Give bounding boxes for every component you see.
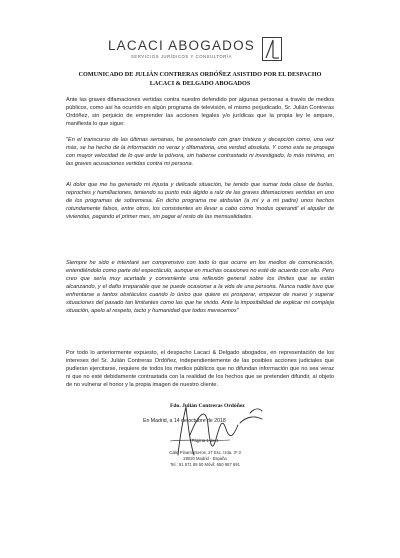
firm-name: LACACI ABOGADOS [107,38,256,53]
page-number: Página 1 de 1 [191,438,219,443]
address-line-1: Calle Pinamonteros, 27 Esc. Izda. 3º 3 [169,450,241,455]
closing-paragraph: Por todo lo anteriormente expuesto, el despacho Lacaci & Delgado abogados, en representación de los intereses del Sr. Julián Contreras Ordóñez, independientemente de las posibles acciones judiciales que pudieran ejercitarse, requiere de todos los medios públicos que no difundan información que no sea veraz ni que no esté debidamente contrastada con la realidad de los hechos que se pretenden difundir, al objeto de no vulnerar el honor y la propia imagen de nuestro cliente. [66,350,334,389]
signature-date: En Madrid, a 14 de octubre de 2018 [143,418,226,424]
quote-paragraph-2: Al dolor que me ha generado mi injusta y delicada situación, he tenido que sumar toda clase de burlas, reproches y humillaciones, teniendo su punto más álgido a raíz de las graves difamaciones vertidas en uno de los programas de sobremesa. En dicho programa me atribuían (a mí y a mi padre) unos hechos rotundamente falsos, entre otros, los consistentes en llevar a cabo como 'modus operandi' el alquiler de viviendas, pagando el primer mes, sin pagar el resto de las mensualidades. [66,182,334,221]
firm-address [150,450,260,469]
firm-logo [104,38,304,68]
signatory-name: Fdo. Julián Contreras Ordóñez [170,403,245,409]
quote-paragraph-3: Siempre he sido e intentaré ser comprensivo con todo lo que ocurre en los medios de comunicación, entendiéndolo como parte del espectáculo, aunque en muchas ocasiones no esté de acuerdo con ello. Pero creo que sería muy acertada y conveniente una reflexión general sobre los límites que se están alcanzando, y el daño irreparable que se puede ocasionar a la vida de una persona. Nunca nadie tuvo que enfrentarse a tantos obstáculos cuando lo único que quiere es prosperar, empezar de nuevo y superar situaciones del pasado tan limitantes como las que he vivido. Ante la imposibilidad de explicar mi compleja situación, apelo al respeto, tacto y humanidad que todos merecemos" [66,260,334,315]
phone-line: Tel.: 91 571 85 50 Móvil: 650 987 691 [170,462,240,468]
quote-paragraph-1: "En el transcurso de las últimas semanas, he presenciado con gran tristeza y decepción como, una vez más, se ha hecho de la información no veraz y difamatoria, una verdad absoluta. Y como esta se propaga con mayor velocidad de lo que arde la pólvora, sin haberse contrastado ni investigado, lo más mínimo, en las graves acusaciones vertidas contra mi persona. [66,137,334,168]
intro-paragraph: Ante las graves difamaciones vertidas contra nuestro defendido por algunas personas a través de medios públicos, como así ha ocurrido en algún programa de televisión, el mismo perjudicado, Sr. Julián Contreras Ordóñez, sin perjuicio de emprender las acciones legales y/o jurídicas que la propia ley le ampare, manifiesta lo que sigue: [66,97,334,128]
address-line-2: 28020 Madrid · España [183,456,227,462]
statement-title: COMUNICADO DE JULIÁN CONTRERAS ORDÓÑEZ ASISTIDO POR EL DESPACHO LACACI & DELGADO ABOGADOS [78,71,322,87]
logo-mark-icon [262,37,282,61]
firm-tagline: SERVICIOS JURÍDICOS Y CONSULTORÍA [130,54,233,59]
